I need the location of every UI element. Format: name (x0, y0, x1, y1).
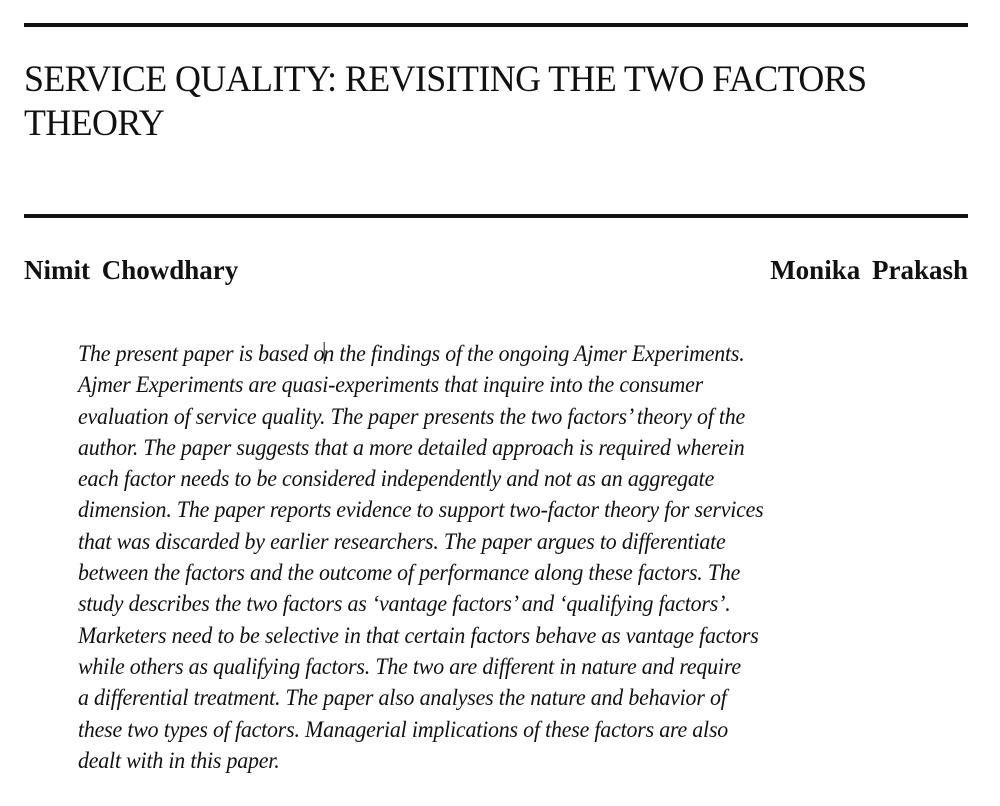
abstract-line: Ajmer Experiments are quasi-experiments that inquire into the consumer (78, 372, 703, 398)
abstract-line: dealt with in this paper. (78, 747, 280, 773)
abstract-line: between the factors and the outcome of performance along these factors. The (78, 560, 741, 586)
top-rule (24, 23, 968, 27)
paper-title-line-1: SERVICE QUALITY: REVISITING THE TWO FACTORS (24, 59, 867, 100)
abstract-line: a differential treatment. The paper also analyses the nature and behavior of (78, 685, 727, 711)
abstract-line: while others as qualifying factors. The two are different in nature and require (78, 653, 741, 679)
paper-title-line-2: THEORY (24, 103, 165, 144)
paper-title (24, 58, 946, 146)
abstract-line: each factor needs to be considered independently and not as an aggregate (78, 466, 715, 492)
abstract[interactable] (78, 338, 958, 776)
abstract-line: dimension. The paper reports evidence to support two-factor theory for services (78, 497, 764, 523)
abstract-line: evaluation of service quality. The paper presents the two factors’ theory of the (78, 403, 746, 429)
author-second: Monika Prakash (770, 255, 968, 285)
abstract-line (78, 338, 916, 369)
abstract-line-1-start: The present paper is based o (78, 341, 325, 366)
abstract-line: that was discarded by earlier researchers. The paper argues to differentiate (78, 528, 726, 554)
bottom-rule (24, 214, 968, 218)
abstract-line-1-end: n the findings of the ongoing Ajmer Experiments. (323, 341, 745, 366)
abstract-line: study describes the two factors as ‘vantage factors’ and ‘qualifying factors’. (78, 591, 731, 617)
author-first: Nimit Chowdhary (24, 255, 239, 285)
abstract-line: Marketers need to be selective in that certain factors behave as vantage factors (78, 622, 759, 648)
abstract-line: author. The paper suggests that a more detailed approach is required wherein (78, 434, 745, 460)
abstract-line: these two types of factors. Managerial implications of these factors are also (78, 716, 729, 742)
